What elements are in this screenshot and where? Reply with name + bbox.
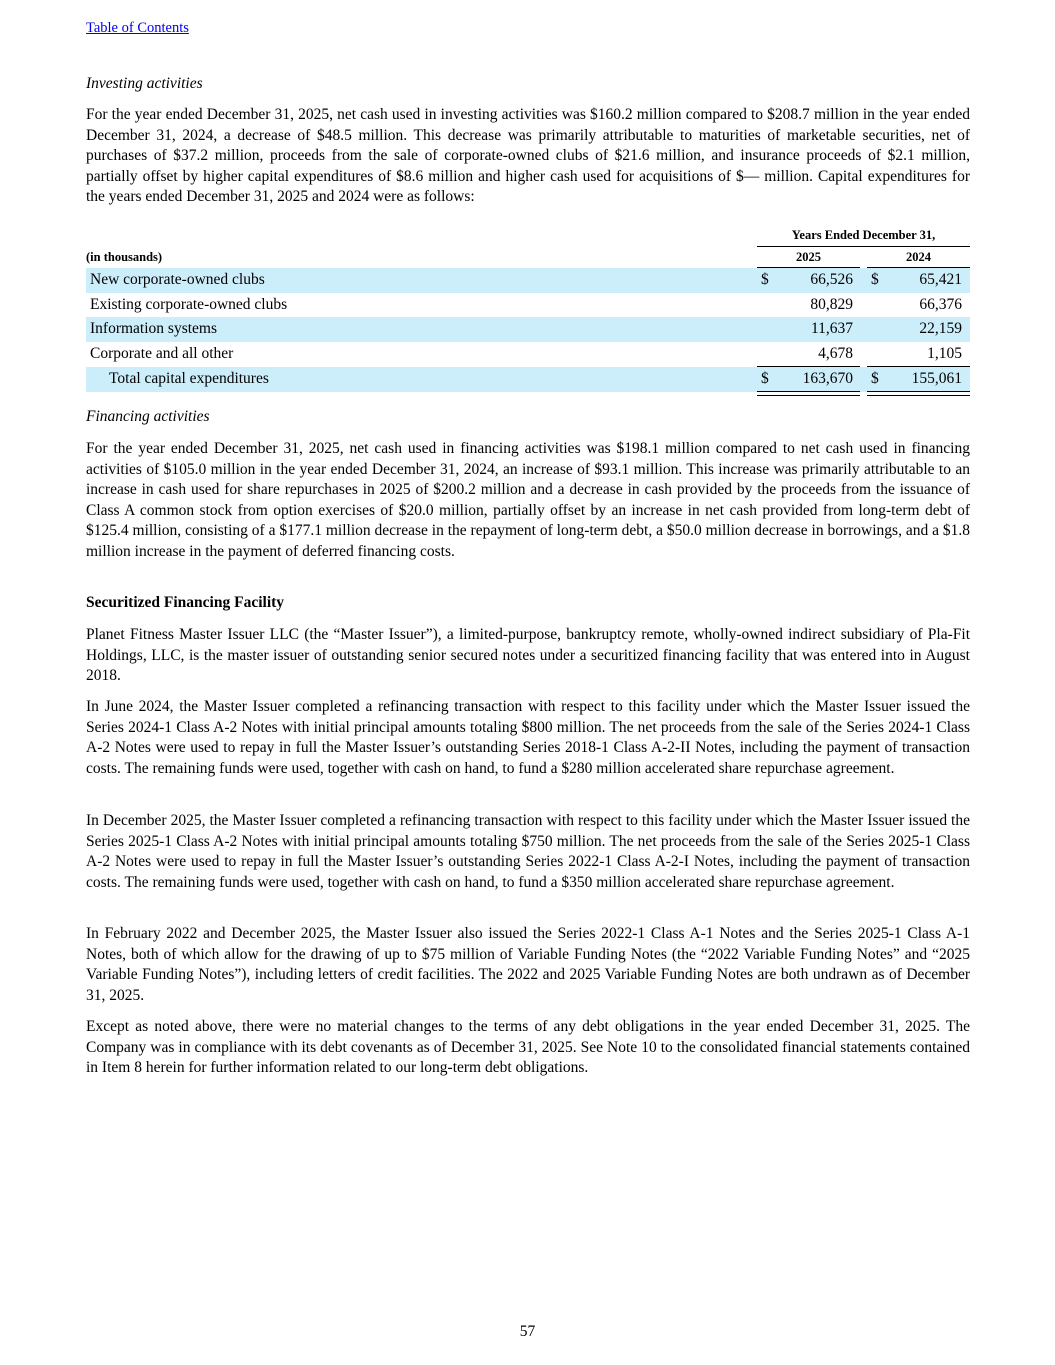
- securitized-paragraph: In June 2024, the Master Issuer completed a refinancing transaction with respect to this facility under which the Master Issuer issued the Series 2024-1 Class A-2 Notes with initial principal amounts totaling $800 million. The net proceeds from the sale of the Series 2024-1 Class A-2 Notes were used to repay in full the Master Issuer’s outstanding Series 2018-1 Class A-2-II Notes, including the payment of transaction costs. The remaining funds were used, together with cash on hand, to fund a $280 million accelerated share repurchase agreement.: [86, 698, 970, 777]
- column-header-2025: 2025: [757, 250, 860, 268]
- table-of-contents-link[interactable]: Table of Contents: [86, 20, 189, 36]
- value-2024: 66,376: [919, 295, 962, 313]
- table-group-header: Years Ended December 31,: [757, 228, 970, 247]
- total-label: Total capital expenditures: [109, 370, 269, 387]
- table-row: [86, 317, 970, 342]
- securitized-paragraph: Planet Fitness Master Issuer LLC (the “Master Issuer”), a limited-purpose, bankruptcy remote, wholly-owned indirect subsidiary of Pla-Fit Holdings, LLC, is the master issuer of outstanding senior secured notes under a securitized financing facility that was entered into in August 2018.: [86, 626, 970, 685]
- total-double-rule: [757, 391, 860, 396]
- row-label: Corporate and all other: [90, 344, 234, 362]
- table-row: [86, 293, 970, 318]
- investing-activities-paragraph: For the year ended December 31, 2025, net cash used in investing activities was $160.2 million compared to $208.7 million in the year ended December 31, 2024, a decrease of $48.5 million. This decrease was primarily attributable to maturities of marketable securities, net of purchases of $37.2 million, proceeds from the sale of corporate-owned clubs of $21.6 million, and insurance proceeds of $2.1 million, partially offset by higher capital expenditures of $8.6 million and higher cash used for acquisitions of $— million. Capital expenditures for the years ended December 31, 2025 and 2024 were as follows:: [86, 106, 970, 206]
- currency-symbol: $: [871, 370, 879, 387]
- financing-activities-heading: Financing activities: [86, 408, 210, 425]
- total-value-2025: 163,670: [802, 370, 853, 387]
- column-header-2024: 2024: [867, 250, 970, 268]
- currency-symbol: $: [761, 271, 769, 288]
- row-label: Information systems: [90, 320, 217, 337]
- investing-activities-heading: Investing activities: [86, 75, 203, 92]
- table-total-row: [86, 367, 970, 392]
- total-double-rule: [867, 391, 970, 396]
- table-units-label: (in thousands): [86, 250, 163, 264]
- page-number: 57: [519, 1323, 536, 1340]
- value-2025: 11,637: [810, 320, 853, 337]
- securitized-paragraph: Except as noted above, there were no material changes to the terms of any debt obligations in the year ended December 31, 2025. The Company was in compliance with its debt covenants as of December 31, 2025. See Note 10 to the consolidated financial statements contained in Item 8 herein for further information related to our long-term debt obligations.: [86, 1018, 970, 1077]
- total-value-2024: 155,061: [911, 370, 962, 387]
- table-row: [86, 342, 970, 367]
- row-label: Existing corporate-owned clubs: [90, 295, 288, 313]
- securitized-financing-heading: Securitized Financing Facility: [86, 594, 285, 611]
- value-2025: 66,526: [810, 271, 853, 288]
- value-2025: 80,829: [810, 295, 853, 313]
- securitized-paragraph: In December 2025, the Master Issuer completed a refinancing transaction with respect to this facility under which the Master Issuer issued the Series 2025-1 Class A-2 Notes with initial principal amounts totaling $750 million. The net proceeds from the sale of the Series 2025-1 Class A-2 Notes were used to repay in full the Master Issuer’s outstanding Series 2022-1 Class A-2-I Notes, including the payment of transaction costs. The remaining funds were used, together with cash on hand, to fund a $350 million accelerated share repurchase agreement.: [86, 812, 970, 891]
- currency-symbol: $: [871, 271, 879, 288]
- securitized-paragraph: In February 2022 and December 2025, the Master Issuer also issued the Series 2022-1 Class A-1 Notes and the Series 2025-1 Class A-1 Notes, both of which allow for the drawing of up to $75 million of Variable Funding Notes (the “2022 Variable Funding Notes” and “2025 Variable Funding Notes”), including letters of credit facilities. The 2022 and 2025 Variable Funding Notes are both undrawn as of December 31, 2025.: [86, 925, 970, 1004]
- value-2024: 22,159: [919, 320, 962, 337]
- table-row: [86, 268, 970, 293]
- value-2024: 65,421: [919, 271, 962, 288]
- financing-activities-paragraph: For the year ended December 31, 2025, net cash used in financing activities was $198.1 million compared to net cash used in financing activities of $105.0 million in the year ended December 31, 2024, an increase of $93.1 million. This increase was primarily attributable to an increase in cash used for share repurchases in 2025 of $200.2 million and a decrease in cash provided by the proceeds from the issuance of Class A common stock from option exercises of $20.0 million, partially offset by an increase in net cash provided from long-term debt of $125.4 million, consisting of a $177.1 million decrease in the repayment of long-term debt, a $50.0 million decrease in borrowings, and a $1.8 million increase in the payment of deferred financing costs.: [86, 440, 970, 560]
- value-2025: 4,678: [818, 344, 853, 362]
- value-2024: 1,105: [927, 344, 962, 362]
- row-label: New corporate-owned clubs: [90, 271, 265, 288]
- currency-symbol: $: [761, 370, 769, 387]
